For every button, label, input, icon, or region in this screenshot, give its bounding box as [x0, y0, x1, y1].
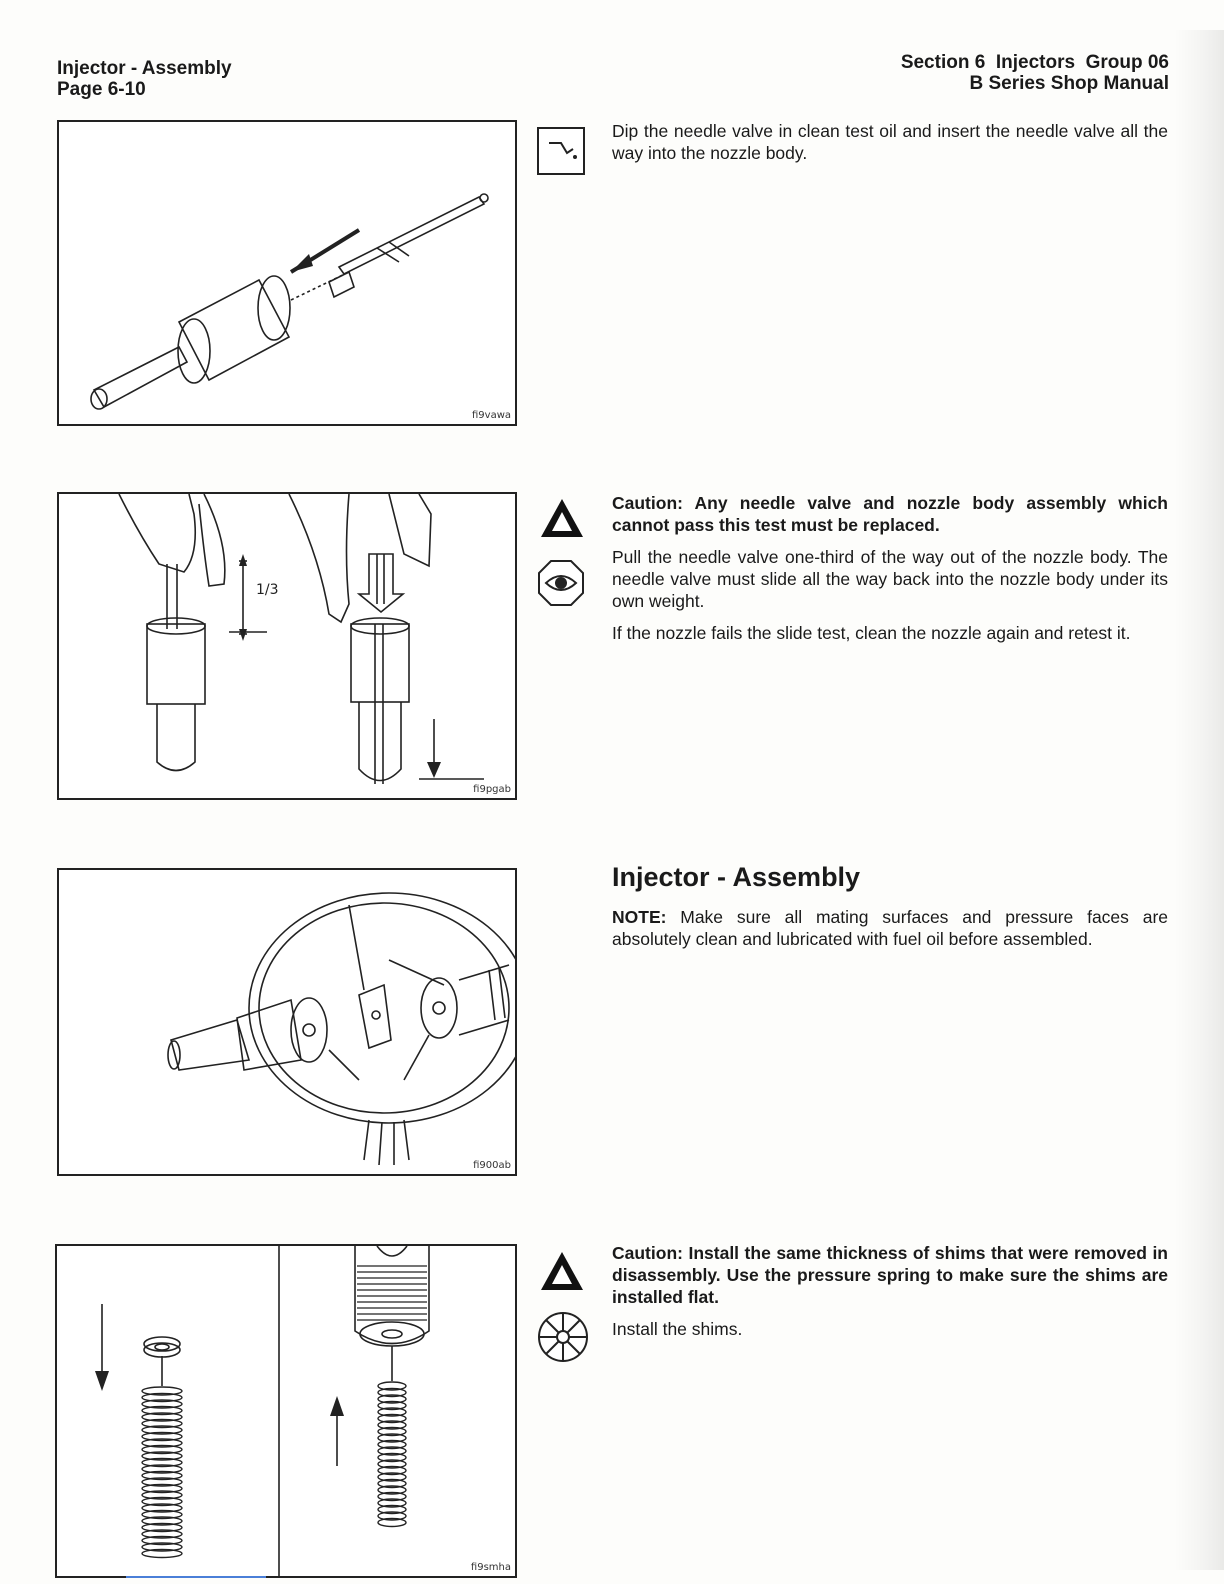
note-paragraph — [612, 906, 1168, 950]
figure-slide-test — [57, 492, 517, 800]
needle-insert-illustration — [59, 122, 515, 424]
figure-code: fi9pgab — [473, 784, 511, 795]
install-instruction: Install the shims. — [612, 1319, 743, 1339]
slide-test-illustration — [59, 494, 515, 798]
assembly-icon — [537, 1311, 589, 1368]
note-block — [612, 906, 1168, 960]
shims-illustration — [57, 1246, 515, 1576]
retest-instruction: If the nozzle fails the slide test, clean the nozzle again and retest it. — [612, 623, 1131, 643]
dip-instruction: Dip the needle valve in clean test oil and insert the needle valve all the way into the nozzle body. — [612, 121, 1168, 163]
caution-triangle-icon — [539, 1250, 585, 1297]
figure-code: fi9smha — [470, 1562, 511, 1573]
assembly-parts-illustration — [59, 870, 515, 1174]
section-title: Injector - Assembly — [612, 862, 861, 892]
caution-triangle-icon — [539, 497, 585, 544]
link-underline — [126, 1576, 266, 1578]
shims-block — [612, 1242, 1168, 1350]
page-header-left — [57, 58, 232, 100]
eye-inspect-icon — [537, 559, 585, 612]
figure-code: fi900ab — [473, 1160, 511, 1171]
scan-shadow — [1174, 30, 1224, 1570]
figure-needle-insert — [57, 120, 517, 426]
caution-shims: Caution: Install the same thickness of shims that were removed in disassembly. Use the pressure spring to make sure the shims are installed flat. — [612, 1243, 1168, 1307]
caution-replace: Caution: Any needle valve and nozzle body assembly which cannot pass this test must be replaced. — [612, 493, 1168, 535]
section-label: Section 6 Injectors Group 06 — [900, 52, 1169, 73]
pull-instruction: Pull the needle valve one-third of the way out of the nozzle body. The needle valve must slide all the way back into the nozzle body under its own weight. — [612, 547, 1168, 611]
page-header-right — [901, 52, 1169, 94]
figure-assembly-parts — [57, 868, 517, 1176]
note-label: NOTE: — [612, 907, 667, 927]
manual-label: B Series Shop Manual — [969, 73, 1169, 94]
slide-test-block — [612, 492, 1168, 654]
note-text: Make sure all mating surfaces and pressure faces are absolutely clean and lubricated with fuel oil before assembled. — [612, 907, 1168, 949]
figure-code: fi9vawa — [471, 410, 511, 421]
fraction-label: 1/3 — [256, 582, 279, 598]
step-dip-needle — [612, 120, 1168, 174]
page-header-title: Injector - Assembly — [57, 58, 232, 79]
page-number: Page 6-10 — [57, 79, 146, 100]
figure-shims — [55, 1244, 517, 1578]
oil-can-icon — [537, 127, 585, 180]
